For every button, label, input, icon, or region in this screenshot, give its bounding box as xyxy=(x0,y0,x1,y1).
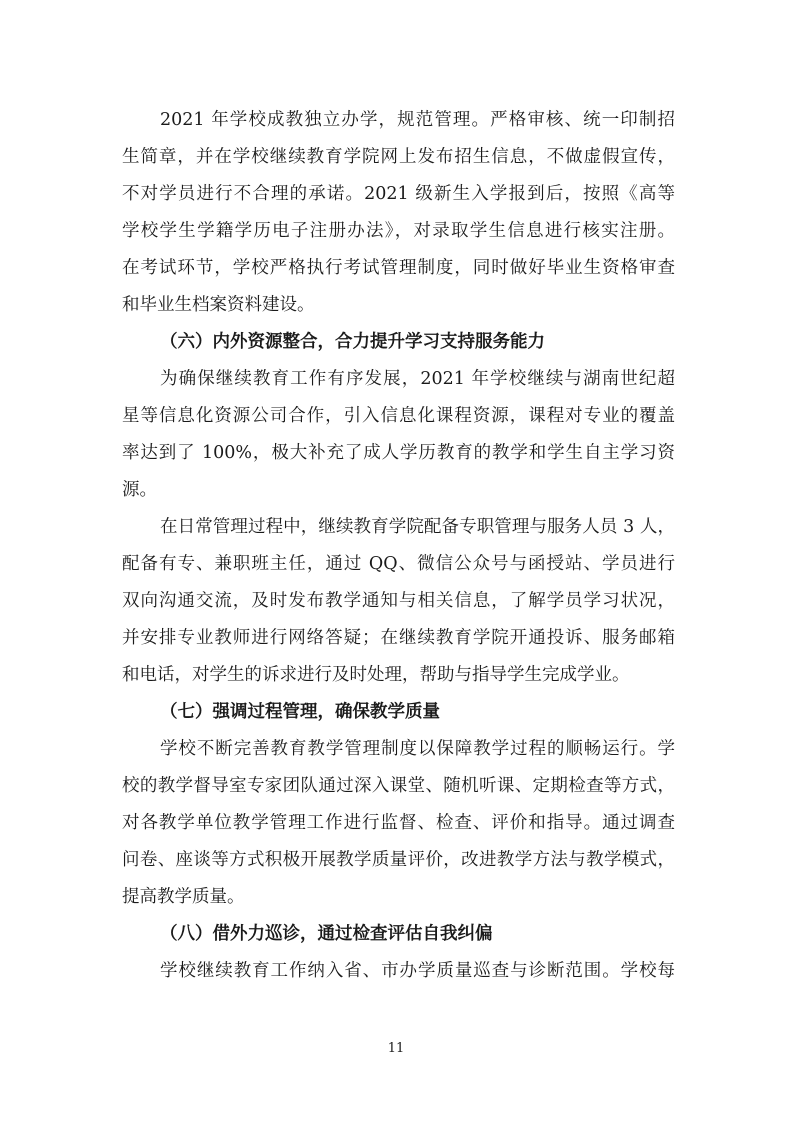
paragraph-line: 2021 年学校成教独立办学，规范管理。严格审核、统一印制招 xyxy=(160,110,675,130)
paragraph-line: 配备有专、兼职班主任，通过 QQ、微信公众号与函授站、学员进行 xyxy=(122,554,675,574)
paragraph-line: 并安排专业教师进行网络答疑；在继续教育学院开通投诉、服务邮箱 xyxy=(122,628,675,648)
paragraph-line: 学校学生学籍学历电子注册办法》，对录取学生信息进行核实注册。 xyxy=(122,221,675,241)
paragraph-line: 和毕业生档案资料建设。 xyxy=(122,295,315,315)
section-heading-6: （六）内外资源整合，合力提升学习支持服务能力 xyxy=(160,332,545,352)
paragraph-line: 星等信息化资源公司合作，引入信息化课程资源，课程对专业的覆盖 xyxy=(122,406,675,426)
paragraph-line: 提高教学质量。 xyxy=(122,887,245,907)
paragraph-line: 学校不断完善教育教学管理制度以保障教学过程的顺畅运行。学 xyxy=(160,739,675,759)
section-heading-8: （八）借外力巡诊，通过检查评估自我纠偏 xyxy=(160,924,493,944)
paragraph-line: 对各教学单位教学管理工作进行监督、检查、评价和指导。通过调查 xyxy=(122,813,675,833)
paragraph-line: 生简章，并在学校继续教育学院网上发布招生信息，不做虚假宣传， xyxy=(122,147,675,167)
paragraph-line: 双向沟通交流，及时发布教学通知与相关信息，了解学员学习状况， xyxy=(122,591,675,611)
paragraph-line: 校的教学督导室专家团队通过深入课堂、随机听课、定期检查等方式， xyxy=(122,776,675,796)
paragraph-line: 学校继续教育工作纳入省、市办学质量巡查与诊断范围。学校每 xyxy=(160,961,675,981)
paragraph-line: 为确保继续教育工作有序发展，2021 年学校继续与湖南世纪超 xyxy=(160,369,675,389)
paragraph-line: 问卷、座谈等方式积极开展教学质量评价，改进教学方法与教学模式， xyxy=(122,850,675,870)
paragraph-line: 和电话，对学生的诉求进行及时处理，帮助与指导学生完成学业。 xyxy=(122,665,630,685)
paragraph-line: 在考试环节，学校严格执行考试管理制度，同时做好毕业生资格审查 xyxy=(122,258,675,278)
page-number: 11 xyxy=(387,1041,405,1056)
paragraph-line: 在日常管理过程中，继续教育学院配备专职管理与服务人员 3 人， xyxy=(160,517,675,537)
paragraph-line: 率达到了 100%，极大补充了成人学历教育的教学和学生自主学习资 xyxy=(122,443,675,463)
paragraph-line: 源。 xyxy=(122,480,157,500)
paragraph-line: 不对学员进行不合理的承诺。2021 级新生入学报到后，按照《高等 xyxy=(122,184,675,204)
section-heading-7: （七）强调过程管理，确保教学质量 xyxy=(160,702,440,722)
